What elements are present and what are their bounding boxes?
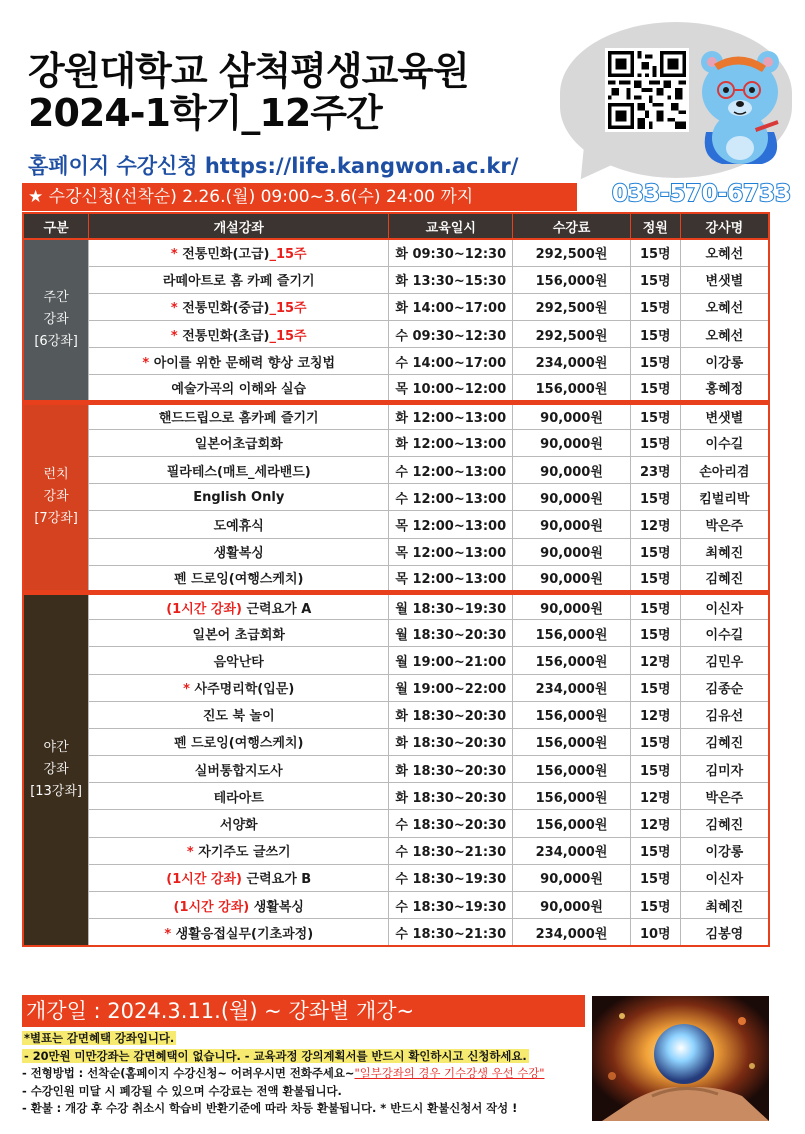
- course-name: English Only: [193, 489, 285, 505]
- note-refund: - 환불 : 개강 후 수강 취소시 학습비 반환기준에 따라 차등 환불됩니다. * 반드시 환불신청서 작성 !: [22, 1101, 518, 1115]
- discount-star: *: [186, 845, 194, 861]
- schedule-cell: 목 12:00~13:00: [389, 511, 513, 538]
- course-name: 일본어 초급회화: [192, 627, 285, 643]
- header-schedule: 교육일시: [389, 213, 513, 239]
- header-fee: 수강료: [513, 213, 631, 239]
- note-no-discount: - 20만원 미만강좌는 감면혜택이 없습니다. - 교육과정 강의계획서를 반드시 확인하시고 신청하세요.: [24, 1048, 527, 1063]
- schedule-cell: 화 13:30~15:30: [389, 266, 513, 293]
- schedule-cell: 화 12:00~13:00: [389, 402, 513, 429]
- instructor-cell: 킴벌리박: [680, 484, 769, 511]
- category-line: 야간: [43, 739, 69, 755]
- fee-cell: 90,000원: [513, 511, 631, 538]
- category-line: [6강좌]: [34, 333, 78, 349]
- capacity-cell: 15명: [630, 484, 680, 511]
- instructor-cell: 김유선: [680, 701, 769, 728]
- table-row: [23, 674, 769, 701]
- header-instructor: 강사명: [680, 213, 769, 239]
- glowing-globe-hand-photo: [592, 996, 769, 1121]
- schedule-cell: 수 18:30~21:30: [389, 919, 513, 946]
- course-name: 핸드드립으로 홈카페 즐기기: [158, 411, 319, 427]
- course-cell: [89, 810, 389, 837]
- category-cell: [23, 592, 89, 945]
- schedule-cell: 화 14:00~17:00: [389, 293, 513, 320]
- course-cell: [89, 375, 389, 402]
- fee-cell: 292,500원: [513, 239, 631, 266]
- capacity-cell: 15명: [630, 892, 680, 919]
- course-name: 펜 드로잉(여행스케치): [174, 572, 304, 588]
- course-name: 전통민화(중급): [182, 301, 270, 317]
- instructor-cell: 이강롱: [680, 348, 769, 375]
- instructor-cell: 오혜선: [680, 239, 769, 266]
- course-name: 예술가곡의 이해와 실습: [171, 382, 307, 398]
- capacity-cell: 15명: [630, 348, 680, 375]
- instructor-cell: 김혜진: [680, 810, 769, 837]
- capacity-cell: 15명: [630, 293, 680, 320]
- course-name: 진도 북 놀이: [202, 709, 275, 725]
- course-cell: [89, 293, 389, 320]
- fee-cell: 292,500원: [513, 293, 631, 320]
- table-row: [23, 892, 769, 919]
- course-cell: [89, 728, 389, 755]
- header-course: 개설강좌: [89, 213, 389, 239]
- category-line: 주간: [43, 289, 69, 305]
- instructor-cell: 최혜진: [680, 892, 769, 919]
- header-capacity: 정원: [630, 213, 680, 239]
- schedule-cell: 화 18:30~20:30: [389, 701, 513, 728]
- discount-star: *: [164, 926, 172, 942]
- table-row: [23, 810, 769, 837]
- course-name: 사주명리학(입문): [194, 682, 295, 698]
- fee-cell: 156,000원: [513, 647, 631, 674]
- capacity-cell: 15명: [630, 321, 680, 348]
- instructor-cell: 김혜진: [680, 728, 769, 755]
- course-name: 아이를 위한 문해력 향상 코칭법: [153, 355, 336, 371]
- discount-star: *: [170, 247, 178, 263]
- one-hour-tag: (1시간 강좌): [166, 601, 242, 617]
- fee-cell: 234,000원: [513, 348, 631, 375]
- instructor-cell: 손아리겸: [680, 457, 769, 484]
- course-cell: [89, 511, 389, 538]
- qr-code-icon[interactable]: [605, 48, 689, 132]
- course-cell: [89, 348, 389, 375]
- course-name: 근력요가 A: [246, 601, 312, 617]
- fee-cell: 90,000원: [513, 864, 631, 891]
- fee-cell: 156,000원: [513, 783, 631, 810]
- fee-cell: 156,000원: [513, 620, 631, 647]
- table-row: [23, 620, 769, 647]
- schedule-cell: 수 18:30~19:30: [389, 864, 513, 891]
- note-selection-text: - 전형방법 : 선착순(홈페이지 수강신청~ 어려우시면 전화주세요~: [22, 1066, 355, 1080]
- category-line: 강좌: [43, 761, 69, 777]
- table-row: [23, 293, 769, 320]
- fee-cell: 292,500원: [513, 321, 631, 348]
- course-schedule-table: [22, 212, 770, 947]
- capacity-cell: 15명: [630, 728, 680, 755]
- opening-date-banner: 개강일 : 2024.3.11.(월) ~ 강좌별 개강~: [22, 995, 585, 1027]
- fee-cell: 234,000원: [513, 837, 631, 864]
- table-row: [23, 402, 769, 429]
- course-name: 서양화: [219, 818, 258, 834]
- phone-number[interactable]: 033-570-6733: [612, 181, 792, 207]
- table-row: [23, 266, 769, 293]
- capacity-cell: 15명: [630, 864, 680, 891]
- schedule-cell: 수 18:30~19:30: [389, 892, 513, 919]
- course-name: 생활응접실무(기초과정): [175, 926, 314, 942]
- course-weeks: _15주: [269, 301, 307, 317]
- capacity-cell: 12명: [630, 701, 680, 728]
- capacity-cell: 15명: [630, 674, 680, 701]
- registration-banner: ★ 수강신청(선착순) 2.26.(월) 09:00~3.6(수) 24:00 까지: [22, 183, 577, 211]
- fee-cell: 90,000원: [513, 592, 631, 619]
- schedule-cell: 월 18:30~19:30: [389, 592, 513, 619]
- instructor-cell: 박은주: [680, 783, 769, 810]
- notes: [22, 1030, 544, 1118]
- instructor-cell: 최혜진: [680, 538, 769, 565]
- course-cell: [89, 674, 389, 701]
- capacity-cell: 15명: [630, 592, 680, 619]
- course-cell: [89, 783, 389, 810]
- course-cell: [89, 484, 389, 511]
- course-name: 생활복싱: [253, 899, 304, 915]
- capacity-cell: 15명: [630, 565, 680, 592]
- fee-cell: 156,000원: [513, 728, 631, 755]
- capacity-cell: 15명: [630, 620, 680, 647]
- fee-cell: 234,000원: [513, 919, 631, 946]
- table-row: [23, 565, 769, 592]
- course-name: 생활복싱: [213, 546, 264, 562]
- table-row: [23, 484, 769, 511]
- schedule-cell: 화 09:30~12:30: [389, 239, 513, 266]
- table-row: [23, 647, 769, 674]
- table-row: [23, 429, 769, 456]
- course-name: 일본어초급회화: [194, 437, 283, 453]
- instructor-cell: 오혜선: [680, 293, 769, 320]
- category-line: 강좌: [43, 311, 69, 327]
- capacity-cell: 15명: [630, 266, 680, 293]
- course-name: 근력요가 B: [246, 872, 312, 888]
- discount-star: *: [170, 328, 178, 344]
- one-hour-tag: (1시간 강좌): [166, 872, 242, 888]
- course-name: 전통민화(초급): [182, 328, 270, 344]
- capacity-cell: 12명: [630, 810, 680, 837]
- schedule-cell: 목 10:00~12:00: [389, 375, 513, 402]
- instructor-cell: 변샛별: [680, 266, 769, 293]
- instructor-cell: 박은주: [680, 511, 769, 538]
- fee-cell: 90,000원: [513, 892, 631, 919]
- table-row: [23, 701, 769, 728]
- section-daytime: [23, 239, 769, 402]
- fee-cell: 156,000원: [513, 756, 631, 783]
- instructor-cell: 홍혜정: [680, 375, 769, 402]
- course-cell: [89, 429, 389, 456]
- section-lunch: [23, 402, 769, 592]
- course-cell: [89, 620, 389, 647]
- capacity-cell: 15명: [630, 538, 680, 565]
- instructor-cell: 오혜선: [680, 321, 769, 348]
- instructor-cell: 김민우: [680, 647, 769, 674]
- capacity-cell: 15명: [630, 402, 680, 429]
- instructor-cell: 김봉영: [680, 919, 769, 946]
- course-cell: [89, 837, 389, 864]
- note-cancel: - 수강인원 미달 시 폐강될 수 있으며 수강료는 전액 환불됩니다.: [22, 1083, 342, 1098]
- schedule-cell: 월 19:00~21:00: [389, 647, 513, 674]
- course-cell: [89, 647, 389, 674]
- course-cell: [89, 919, 389, 946]
- course-weeks: _15주: [269, 247, 307, 263]
- course-cell: [89, 864, 389, 891]
- fee-cell: 90,000원: [513, 484, 631, 511]
- instructor-cell: 김혜진: [680, 565, 769, 592]
- table-row: [23, 864, 769, 891]
- fee-cell: 90,000원: [513, 538, 631, 565]
- discount-star: *: [170, 301, 178, 317]
- capacity-cell: 15명: [630, 837, 680, 864]
- header-category: 구분: [23, 213, 89, 239]
- note-priority: "일부강좌의 경우 기수강생 우선 수강": [354, 1066, 545, 1080]
- category-line: 런치: [43, 467, 69, 483]
- schedule-cell: 화 18:30~20:30: [389, 756, 513, 783]
- note-selection: [22, 1065, 544, 1083]
- course-cell: [89, 756, 389, 783]
- capacity-cell: 12명: [630, 783, 680, 810]
- instructor-cell: 김미자: [680, 756, 769, 783]
- capacity-cell: 15명: [630, 429, 680, 456]
- discount-star: *: [142, 355, 150, 371]
- table-row: [23, 457, 769, 484]
- category-line: 강좌: [43, 489, 69, 505]
- title-line-1: 강원대학교 삼척평생교육원: [28, 49, 469, 93]
- course-cell: [89, 266, 389, 293]
- course-cell: [89, 701, 389, 728]
- fee-cell: 156,000원: [513, 701, 631, 728]
- instructor-cell: 김종순: [680, 674, 769, 701]
- table-row: [23, 783, 769, 810]
- capacity-cell: 15명: [630, 756, 680, 783]
- fee-cell: 90,000원: [513, 429, 631, 456]
- category-line: [7강좌]: [34, 511, 78, 527]
- course-cell: [89, 402, 389, 429]
- capacity-cell: 15명: [630, 239, 680, 266]
- bear-mascot-icon: [692, 40, 788, 170]
- instructor-cell: 이신자: [680, 864, 769, 891]
- table-row: [23, 837, 769, 864]
- course-name: 라떼아트로 홈 카페 즐기기: [162, 274, 315, 290]
- table-row: [23, 239, 769, 266]
- schedule-cell: 수 09:30~12:30: [389, 321, 513, 348]
- fee-cell: 90,000원: [513, 457, 631, 484]
- capacity-cell: 12명: [630, 511, 680, 538]
- course-cell: [89, 538, 389, 565]
- course-cell: [89, 892, 389, 919]
- fee-cell: 156,000원: [513, 375, 631, 402]
- schedule-cell: 화 12:00~13:00: [389, 429, 513, 456]
- table-row: [23, 592, 769, 619]
- course-name: 전통민화(고급): [182, 247, 270, 263]
- table-row: [23, 538, 769, 565]
- course-name: 도예휴식: [213, 518, 264, 534]
- instructor-cell: 이신자: [680, 592, 769, 619]
- capacity-cell: 15명: [630, 375, 680, 402]
- schedule-cell: 수 14:00~17:00: [389, 348, 513, 375]
- course-name: 실버통합지도사: [194, 763, 283, 779]
- schedule-cell: 목 12:00~13:00: [389, 565, 513, 592]
- course-name: 필라테스(매트_세라밴드): [166, 464, 311, 480]
- table-header: [23, 213, 769, 239]
- fee-cell: 156,000원: [513, 266, 631, 293]
- schedule-cell: 월 18:30~20:30: [389, 620, 513, 647]
- table-row: [23, 348, 769, 375]
- instructor-cell: 이수길: [680, 429, 769, 456]
- course-cell: [89, 592, 389, 619]
- instructor-cell: 이수길: [680, 620, 769, 647]
- title-line-2: 2024-1학기_12주간: [28, 91, 382, 135]
- schedule-cell: 목 12:00~13:00: [389, 538, 513, 565]
- table-row: [23, 919, 769, 946]
- fee-cell: 234,000원: [513, 674, 631, 701]
- fee-cell: 156,000원: [513, 810, 631, 837]
- course-name: 음악난타: [213, 654, 264, 670]
- capacity-cell: 12명: [630, 647, 680, 674]
- table-row: [23, 375, 769, 402]
- instructor-cell: 이강롱: [680, 837, 769, 864]
- schedule-cell: 월 19:00~22:00: [389, 674, 513, 701]
- category-line: [13강좌]: [30, 783, 82, 799]
- capacity-cell: 23명: [630, 457, 680, 484]
- schedule-cell: 화 18:30~20:30: [389, 783, 513, 810]
- course-cell: [89, 457, 389, 484]
- note-discount: *별표는 감면혜택 강좌입니다.: [24, 1031, 175, 1045]
- category-cell: [23, 402, 89, 592]
- schedule-cell: 화 18:30~20:30: [389, 728, 513, 755]
- one-hour-tag: (1시간 강좌): [173, 899, 250, 915]
- course-name: 자기주도 글쓰기: [198, 845, 291, 861]
- table-row: [23, 756, 769, 783]
- instructor-cell: 변샛별: [680, 402, 769, 429]
- schedule-cell: 수 18:30~21:30: [389, 837, 513, 864]
- course-name: 펜 드로잉(여행스케치): [174, 736, 304, 752]
- course-weeks: _15주: [269, 328, 307, 344]
- schedule-cell: 수 18:30~20:30: [389, 810, 513, 837]
- category-cell: [23, 239, 89, 402]
- course-name: 테라아트: [213, 790, 264, 806]
- course-cell: [89, 565, 389, 592]
- table-row: [23, 728, 769, 755]
- homepage-link[interactable]: 홈페이지 수강신청 https://life.kangwon.ac.kr/: [28, 154, 519, 178]
- course-cell: [89, 239, 389, 266]
- discount-star: *: [183, 682, 190, 698]
- capacity-cell: 10명: [630, 919, 680, 946]
- schedule-cell: 수 12:00~13:00: [389, 484, 513, 511]
- page-title: [28, 50, 469, 134]
- course-cell: [89, 321, 389, 348]
- table-row: [23, 511, 769, 538]
- table-row: [23, 321, 769, 348]
- fee-cell: 90,000원: [513, 402, 631, 429]
- fee-cell: 90,000원: [513, 565, 631, 592]
- section-evening: [23, 592, 769, 945]
- schedule-cell: 수 12:00~13:00: [389, 457, 513, 484]
